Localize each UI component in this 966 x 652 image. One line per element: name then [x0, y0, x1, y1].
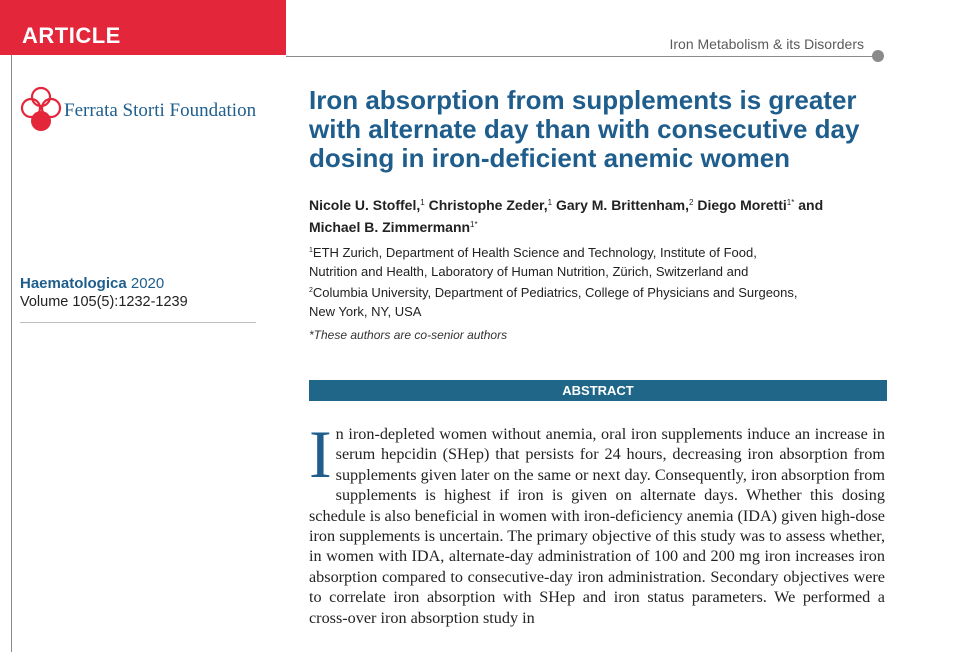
- author-affiliation-mark: 1*: [786, 198, 795, 207]
- affiliation-mark: 1: [309, 247, 313, 254]
- author-affiliation-mark: 1: [420, 198, 425, 207]
- author-affiliation-mark: 2: [688, 198, 694, 207]
- affiliation-line: [309, 241, 889, 262]
- journal-rule: [20, 322, 256, 323]
- left-margin-rule: [11, 55, 12, 652]
- author-affiliation-mark: 1: [547, 198, 553, 207]
- publisher-name: Ferrata Storti Foundation: [64, 100, 257, 121]
- header-rule: [286, 56, 878, 57]
- affiliation-line: Nutrition and Health, Laboratory of Human Nutrition, Zürich, Switzerland and: [309, 264, 749, 279]
- abstract-text: n iron-depleted women without anemia, oral iron supplements induce an increase in serum hepcidin (SHep) that persists for 24 hours, decreasing iron absorption from supplements given later on the same or next day. Consequently, iron absorption from supplements is highest if iron is given on alternate days. Whether this dosing schedule is also beneficial in women with iron-deficiency anemia (IDA) given high-dose iron supplements is uncertain. The primary objective of this study was to assess whether, in women with IDA, alternate-day administration of 100 and 200 mg iron increases iron absorption compared to consecutive-day iron administration. Secondary objectives were to correlate iron absorption with SHep and iron status parameters. We performed a cross-over iron absorption study in: [309, 425, 885, 627]
- author-name: Christophe Zeder,: [428, 197, 548, 213]
- author-affiliation-mark: 1*: [470, 220, 478, 229]
- author-name: Gary M. Brittenham,: [555, 197, 689, 213]
- co-senior-note: *These authors are co-senior authors: [309, 328, 508, 342]
- header-rule-dot: [872, 50, 884, 62]
- section-label: ARTICLE: [22, 23, 121, 48]
- author-list: [309, 193, 889, 237]
- abstract-body: [309, 416, 885, 628]
- affiliation-line: New York, NY, USA: [309, 304, 422, 319]
- article-title: Iron absorption from supplements is greater with alternate day than with consecutive day dosing in iron-deficient anemic women: [309, 85, 860, 173]
- author-name: Nicole U. Stoffel,: [309, 197, 421, 213]
- abstract-heading: ABSTRACT: [309, 380, 887, 401]
- interlocking-circles-logo-icon: [19, 84, 63, 138]
- journal-year: 2020: [130, 275, 165, 292]
- affiliations: [309, 241, 889, 321]
- author-name: Diego Moretti: [697, 197, 787, 213]
- journal-volume: Volume 105(5):1232-1239: [20, 294, 188, 310]
- affiliation-text: Columbia University, Department of Pediatrics, College of Physicians and Surgeons,: [312, 285, 798, 300]
- abstract-dropcap: I: [309, 416, 332, 492]
- affiliation-line: [309, 281, 889, 302]
- running-head: Iron Metabolism & its Disorders: [669, 36, 864, 52]
- publisher-logo: [19, 84, 289, 138]
- affiliation-mark: 2: [309, 287, 313, 294]
- author-conjunction: and: [798, 197, 824, 213]
- journal-citation: [20, 275, 260, 310]
- journal-name: Haematologica: [20, 275, 127, 292]
- affiliation-text: ETH Zurich, Department of Health Science and Technology, Institute of Food,: [312, 245, 757, 260]
- author-name: Michael B. Zimmermann: [309, 219, 471, 235]
- section-tab: [0, 0, 286, 55]
